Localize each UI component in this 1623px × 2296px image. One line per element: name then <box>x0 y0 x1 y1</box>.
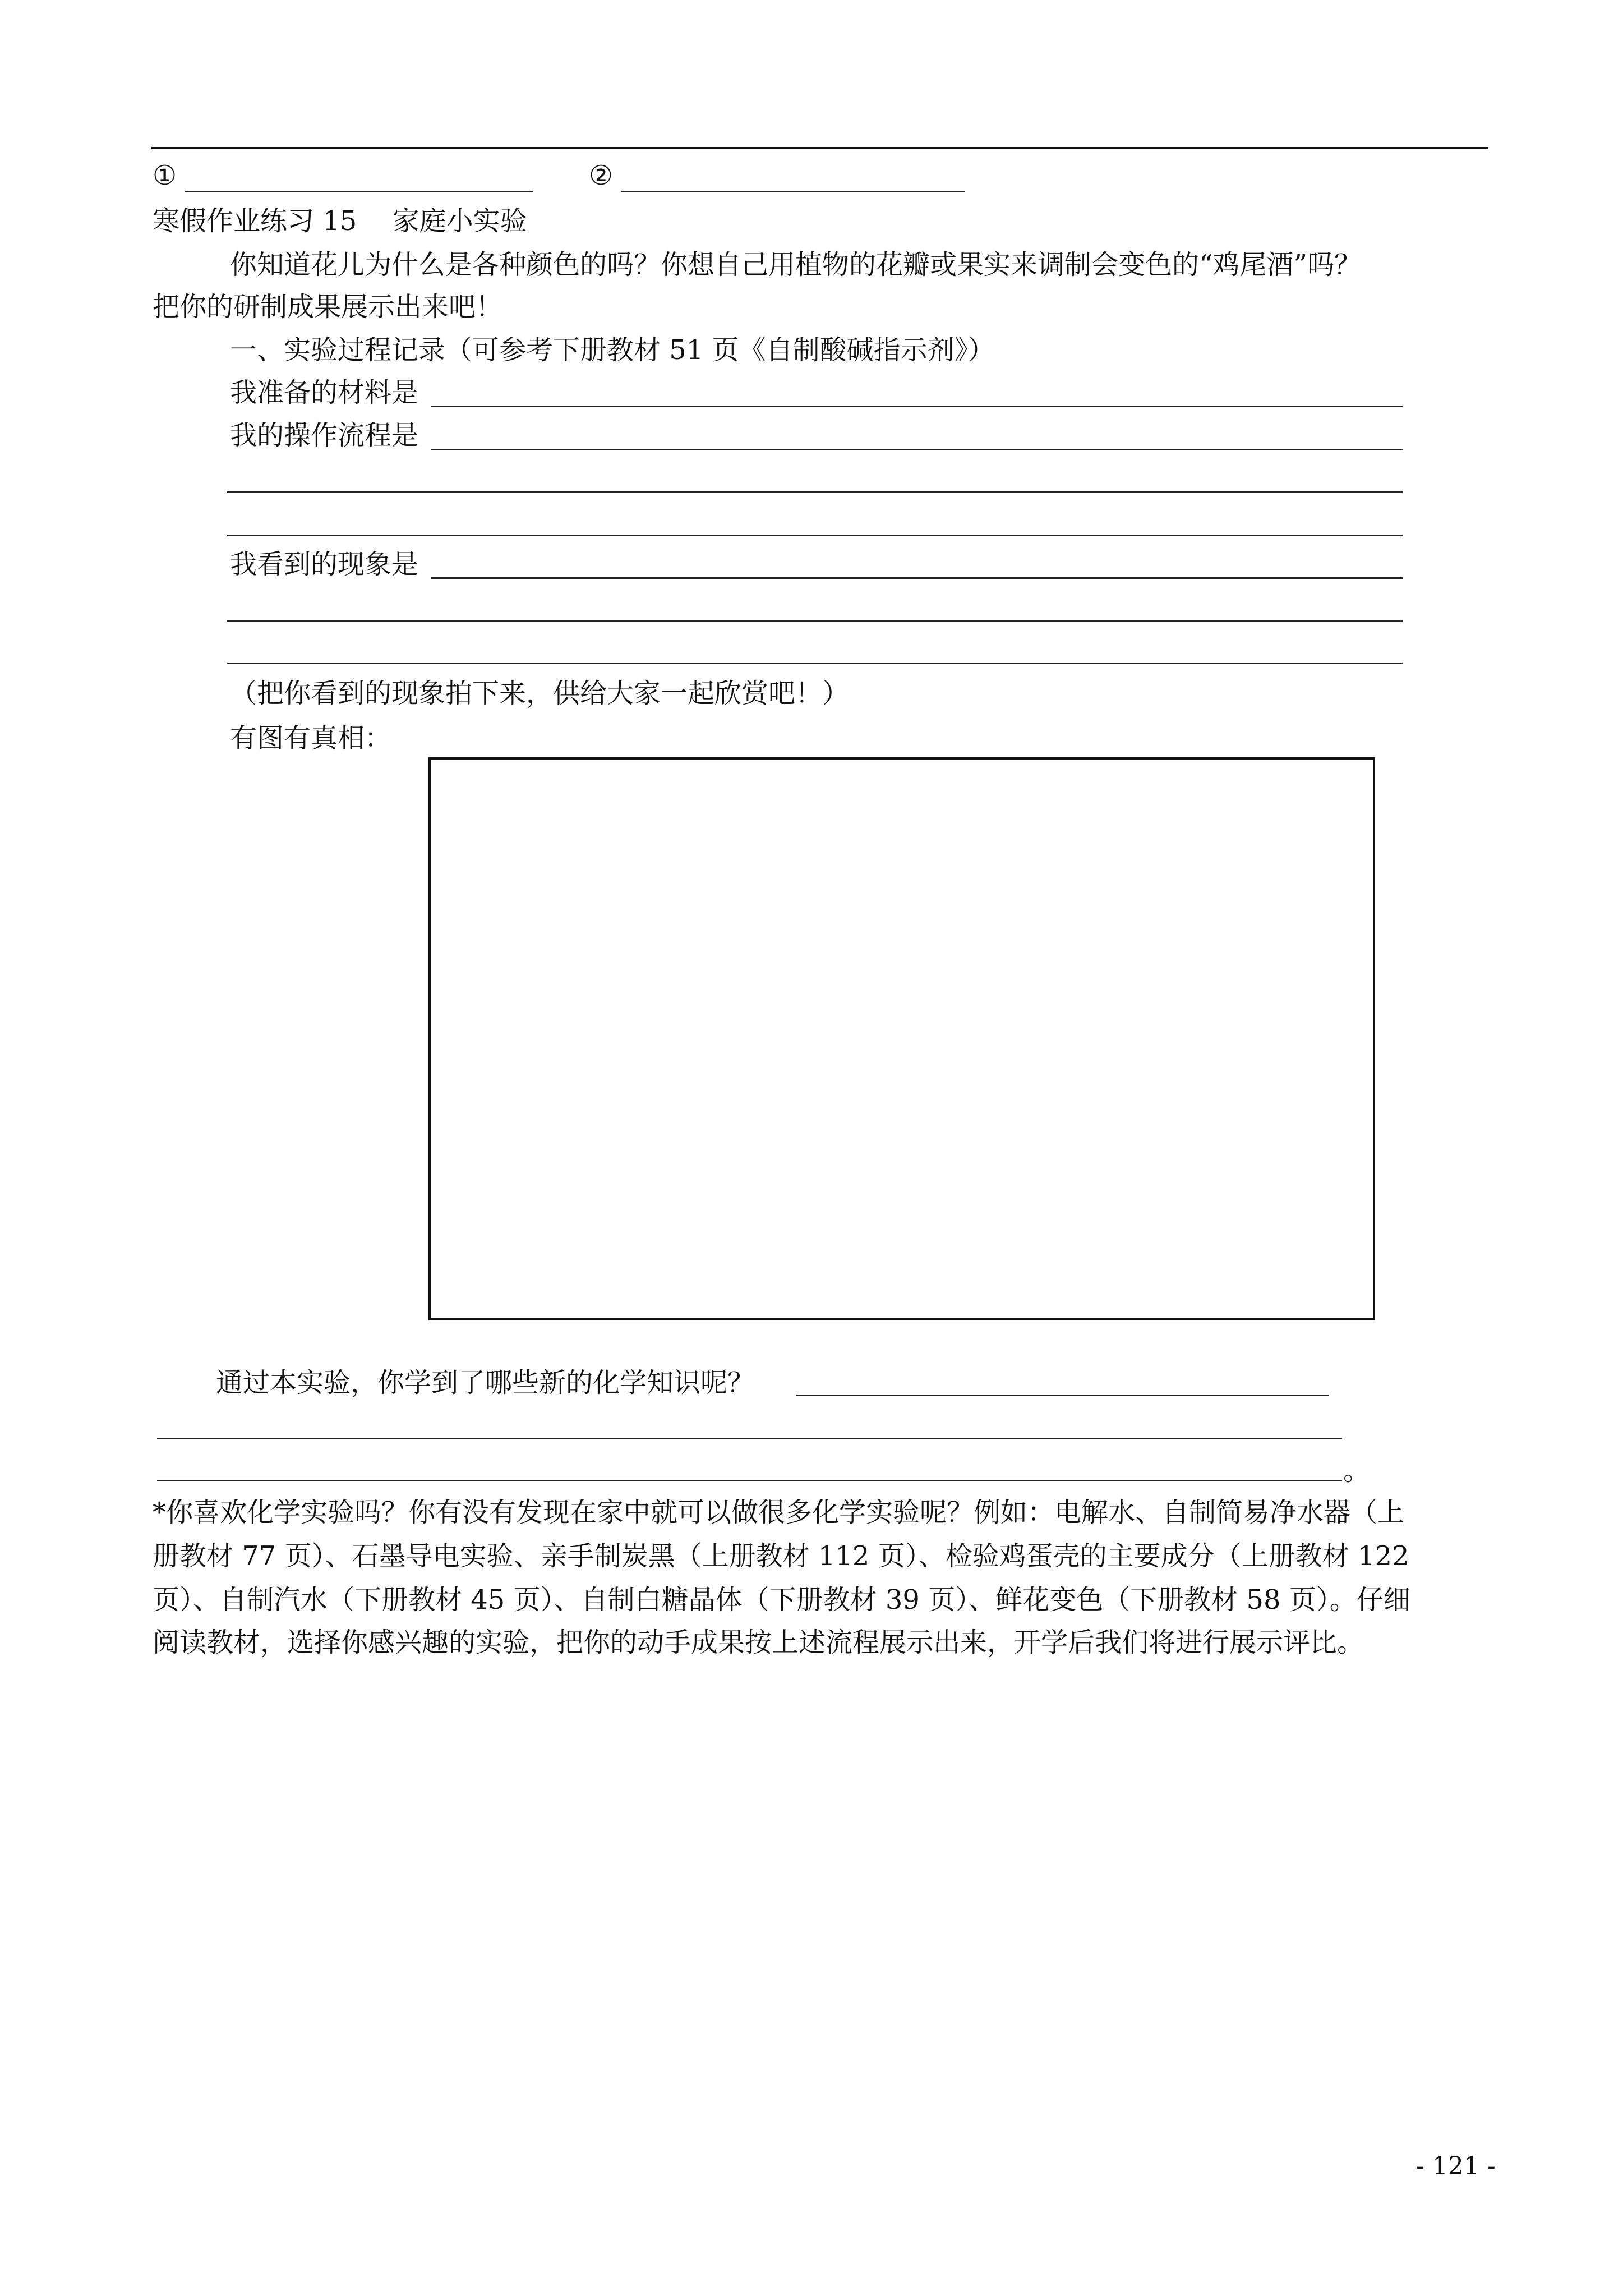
reflection-question: 通过本实验，你学到了哪些新的化学知识呢？ <box>216 1367 755 1398</box>
note-line-1: *你喜欢化学实验吗？你有没有发现在家中就可以做很多化学实验呢？例如：电解水、自制简易净水器（上 <box>153 1497 1405 1528</box>
page-number: - 121 - <box>1416 2152 1496 2180</box>
blank-2-marker: ② <box>589 160 614 191</box>
page-title: 寒假作业练习 15 家庭小实验 <box>153 205 527 237</box>
procedure-answer-line-3[interactable] <box>227 535 1403 536</box>
photo-label: 有图有真相： <box>230 723 392 754</box>
reflection-answer-line-2[interactable] <box>157 1438 1342 1439</box>
observation-answer-line-1[interactable] <box>431 577 1403 579</box>
reflection-answer-line-3[interactable] <box>157 1480 1342 1481</box>
observation-answer-line-3[interactable] <box>227 663 1403 664</box>
note-line-2: 册教材 77 页）、石墨导电实验、亲手制炭黑（上册教材 112 页）、检验鸡蛋壳的主要成分（上册教材 122 <box>153 1540 1409 1572</box>
section-heading: 一、实验过程记录（可参考下册教材 51 页《自制酸碱指示剂》） <box>230 334 995 366</box>
header-rule <box>151 147 1488 149</box>
procedure-label: 我的操作流程是 <box>230 420 419 451</box>
photo-note: （把你看到的现象拍下来，供给大家一起欣赏吧！） <box>230 678 850 709</box>
blank-2-line[interactable] <box>621 191 965 192</box>
note-line-4: 阅读教材，选择你感兴趣的实验，把你的动手成果按上述流程展示出来，开学后我们将进行展示评比。 <box>153 1627 1364 1658</box>
note-line-3: 页）、自制汽水（下册教材 45 页）、自制白糖晶体（下册教材 39 页）、鲜花变色（下册教材 58 页）。仔细 <box>153 1584 1410 1616</box>
reflection-end-mark: 。 <box>1343 1455 1371 1487</box>
reflection-answer-line-1[interactable] <box>796 1395 1329 1396</box>
observation-answer-line-2[interactable] <box>227 620 1403 622</box>
blank-1-line[interactable] <box>185 191 533 192</box>
procedure-answer-line-1[interactable] <box>431 449 1403 450</box>
observation-label: 我看到的现象是 <box>230 549 419 580</box>
intro-line-1: 你知道花儿为什么是各种颜色的吗？你想自己用植物的花瓣或果实来调制会变色的“鸡尾酒”吗？ <box>230 249 1362 280</box>
procedure-answer-line-2[interactable] <box>227 491 1403 493</box>
photo-upload-box[interactable] <box>428 757 1375 1320</box>
materials-answer-line[interactable] <box>431 406 1403 407</box>
intro-line-2: 把你的研制成果展示出来吧！ <box>153 291 503 323</box>
blank-1-marker: ① <box>153 160 177 191</box>
materials-label: 我准备的材料是 <box>230 377 419 408</box>
